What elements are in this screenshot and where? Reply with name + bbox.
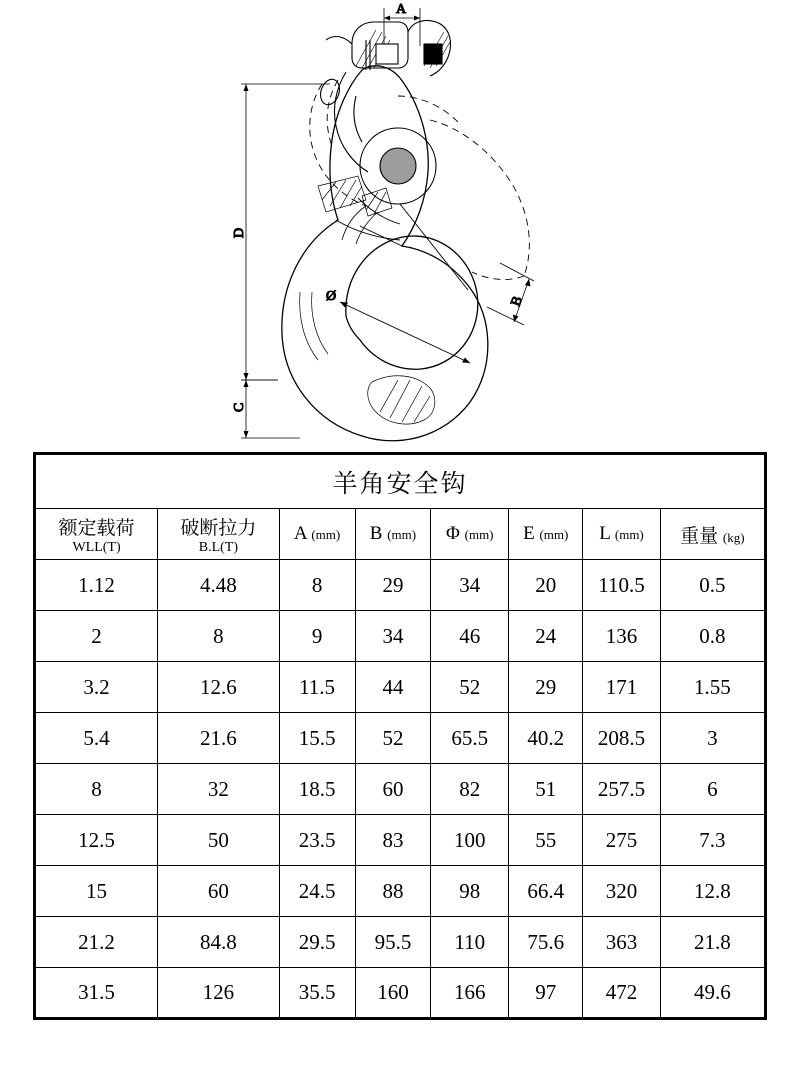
table-row (35, 662, 766, 713)
hook-small-details (342, 206, 378, 244)
table-cell: 52 (355, 713, 431, 764)
column-header-main: 破断拉力 (180, 517, 257, 539)
hook-construction-lines (336, 198, 468, 290)
table-cell: 208.5 (583, 713, 660, 764)
column-header-unit: (mm) (464, 527, 494, 542)
table-cell: 32 (158, 764, 280, 815)
spec-table (33, 452, 767, 1020)
table-cell: 66.4 (509, 866, 583, 917)
hook-body-outline (282, 66, 488, 441)
table-cell: 11.5 (279, 662, 355, 713)
column-header-sub: B.L(T) (198, 539, 238, 555)
table-cell: 257.5 (583, 764, 660, 815)
table-cell: 166 (431, 968, 509, 1019)
dimension-b (487, 263, 534, 325)
table-row (35, 866, 766, 917)
hook-drawing-svg (0, 0, 800, 450)
table-row (35, 917, 766, 968)
table-cell: 12.6 (158, 662, 280, 713)
dimension-phi (340, 302, 470, 363)
table-cell: 35.5 (279, 968, 355, 1019)
clevis-pin-end (424, 44, 442, 64)
table-cell: 320 (583, 866, 660, 917)
table-cell: 88 (355, 866, 431, 917)
table-cell: 29.5 (279, 917, 355, 968)
table-cell: 24 (509, 611, 583, 662)
table-cell: 126 (158, 968, 280, 1019)
table-cell: 83 (355, 815, 431, 866)
column-header-unit: (mm) (614, 527, 644, 542)
column-header-unit: (mm) (539, 527, 569, 542)
table-cell: 0.8 (660, 611, 765, 662)
table-cell: 50 (158, 815, 280, 866)
table-cell: 34 (355, 611, 431, 662)
table-cell: 40.2 (509, 713, 583, 764)
column-header-main: 重量 (kg) (680, 525, 745, 547)
table-cell: 100 (431, 815, 509, 866)
column-header-3 (279, 509, 355, 560)
spec-table-container (33, 452, 767, 1020)
table-cell: 46 (431, 611, 509, 662)
table-cell: 8 (279, 560, 355, 611)
table-cell: 8 (35, 764, 158, 815)
table-cell: 34 (431, 560, 509, 611)
table-cell: 136 (583, 611, 660, 662)
table-cell: 49.6 (660, 968, 765, 1019)
dimension-d-label: D (232, 227, 247, 238)
table-cell: 29 (355, 560, 431, 611)
column-header-2 (158, 509, 280, 560)
table-cell: 110.5 (583, 560, 660, 611)
hook-latch-solid (317, 72, 368, 172)
table-cell: 23.5 (279, 815, 355, 866)
table-cell: 9 (279, 611, 355, 662)
table-cell: 95.5 (355, 917, 431, 968)
table-cell: 52 (431, 662, 509, 713)
table-cell: 3.2 (35, 662, 158, 713)
dimension-phi-label: Ø (326, 289, 337, 304)
table-cell: 8 (158, 611, 280, 662)
table-row (35, 560, 766, 611)
column-header-main: 额定载荷 (58, 517, 135, 539)
table-cell: 171 (583, 662, 660, 713)
table-cell: 55 (509, 815, 583, 866)
table-title-row (35, 454, 766, 509)
table-cell: 29 (509, 662, 583, 713)
table-cell: 21.6 (158, 713, 280, 764)
dimension-b-label: B (508, 294, 526, 309)
table-cell: 51 (509, 764, 583, 815)
table-row (35, 611, 766, 662)
column-header-7 (583, 509, 660, 560)
table-cell: 7.3 (660, 815, 765, 866)
column-header-main: E (mm) (523, 523, 569, 544)
table-cell: 21.2 (35, 917, 158, 968)
table-cell: 65.5 (431, 713, 509, 764)
table-cell: 44 (355, 662, 431, 713)
column-header-6 (509, 509, 583, 560)
table-cell: 160 (355, 968, 431, 1019)
clevis-pin-block (376, 44, 398, 64)
column-header-main: L (mm) (599, 523, 644, 544)
column-header-main: B (mm) (369, 523, 417, 544)
table-cell: 275 (583, 815, 660, 866)
table-cell: 20 (509, 560, 583, 611)
table-cell: 1.12 (35, 560, 158, 611)
column-header-4 (355, 509, 431, 560)
column-header-5 (431, 509, 509, 560)
table-cell: 98 (431, 866, 509, 917)
table-cell: 60 (158, 866, 280, 917)
table-cell: 15.5 (279, 713, 355, 764)
column-header-unit: (mm) (387, 527, 417, 542)
table-row (35, 713, 766, 764)
table-cell: 82 (431, 764, 509, 815)
table-cell: 6 (660, 764, 765, 815)
table-row (35, 968, 766, 1019)
table-cell: 15 (35, 866, 158, 917)
table-cell: 97 (509, 968, 583, 1019)
column-header-main: A (mm) (293, 523, 341, 544)
table-cell: 2 (35, 611, 158, 662)
hook-technical-drawing (0, 0, 800, 450)
column-header-unit: (mm) (311, 527, 341, 542)
table-cell: 3 (660, 713, 765, 764)
column-header-main: Φ (mm) (445, 523, 494, 544)
table-cell: 1.55 (660, 662, 765, 713)
table-cell: 0.5 (660, 560, 765, 611)
table-cell: 84.8 (158, 917, 280, 968)
table-cell: 24.5 (279, 866, 355, 917)
table-cell: 363 (583, 917, 660, 968)
dimension-c-label: C (232, 402, 247, 412)
table-row (35, 815, 766, 866)
table-cell: 12.5 (35, 815, 158, 866)
table-cell: 4.48 (158, 560, 280, 611)
hook-section-hatching (300, 176, 435, 424)
column-header-1 (35, 509, 158, 560)
table-header-row (35, 509, 766, 560)
dimension-d (241, 84, 330, 380)
table-row (35, 764, 766, 815)
dimension-a-label: A (396, 2, 407, 17)
dimension-c (241, 380, 300, 438)
column-header-unit: (kg) (722, 529, 745, 545)
table-cell: 21.8 (660, 917, 765, 968)
table-cell: 472 (583, 968, 660, 1019)
table-cell: 31.5 (35, 968, 158, 1019)
table-cell: 75.6 (509, 917, 583, 968)
table-cell: 12.8 (660, 866, 765, 917)
column-header-8 (660, 509, 765, 560)
table-title: 羊角安全钩 (35, 454, 766, 509)
table-cell: 5.4 (35, 713, 158, 764)
column-header-sub: WLL(T) (72, 539, 121, 555)
table-cell: 110 (431, 917, 509, 968)
table-cell: 60 (355, 764, 431, 815)
table-cell: 18.5 (279, 764, 355, 815)
